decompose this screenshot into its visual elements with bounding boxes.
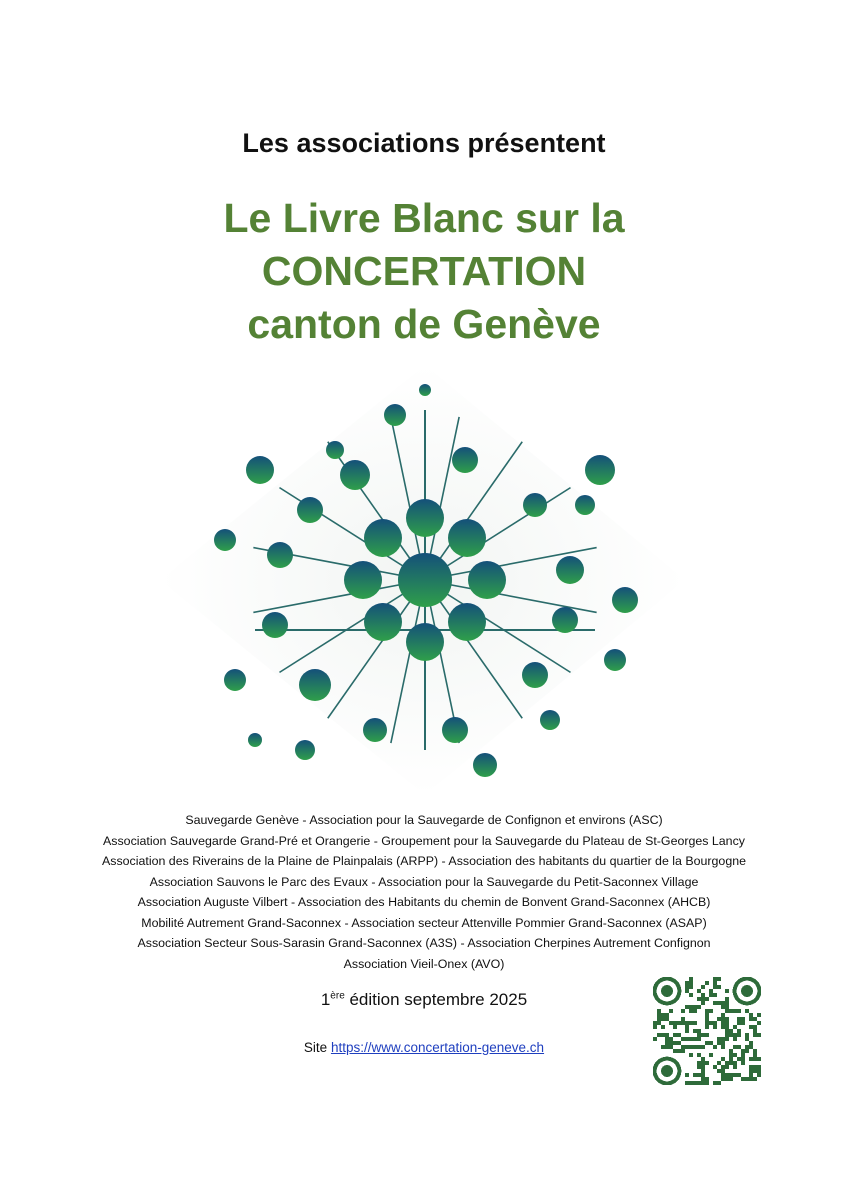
qr-module [677,1033,681,1037]
qr-module [701,1061,705,1065]
qr-module [685,1029,689,1033]
network-node [473,753,497,777]
network-node [364,603,402,641]
qr-module [721,1069,725,1073]
qr-module [681,1045,685,1049]
association-line: Association Auguste Vilbert - Association des Habitants du chemin de Bonvent Grand-Saconnex (AHCB) [137,895,711,909]
qr-module [657,1017,661,1021]
qr-module [697,1033,701,1037]
qr-module [701,1073,705,1077]
qr-code [653,977,761,1085]
qr-module [705,1017,709,1021]
association-line: Association Secteur Sous-Sarasin Grand-Saconnex (A3S) - Association Cherpines Autrement Confignon [137,936,711,950]
qr-module [697,1061,701,1065]
network-node [248,733,262,747]
qr-module [681,1021,685,1025]
qr-module [733,1009,737,1013]
network-node [540,710,560,730]
qr-module [689,985,693,989]
qr-module [701,1057,705,1061]
qr-module [717,1069,721,1073]
qr-module [749,1041,753,1045]
qr-module [713,1081,717,1085]
qr-module [677,1041,681,1045]
qr-module [685,981,689,985]
qr-module [697,1073,701,1077]
qr-module [689,1021,693,1025]
qr-module [757,1033,761,1037]
qr-module [673,1025,677,1029]
network-node [363,718,387,742]
qr-module [717,985,721,989]
qr-module [709,1021,713,1025]
qr-module [701,1001,705,1005]
qr-module [713,1001,717,1005]
qr-finder-center [661,1065,673,1077]
qr-module [697,1037,701,1041]
qr-module [685,1025,689,1029]
edition-text: édition septembre 2025 [344,990,528,1009]
qr-module [741,1077,745,1081]
qr-module [749,1073,753,1077]
qr-module [697,1029,701,1033]
qr-module [701,993,705,997]
qr-module [689,981,693,985]
qr-module [705,1033,709,1037]
qr-module [721,1001,725,1005]
association-line: Mobilité Autrement Grand-Saconnex - Association secteur Attenville Pommier Grand-Saconnex (ASAP) [141,915,707,930]
network-node [448,519,486,557]
qr-module [733,1065,737,1069]
qr-module [705,997,709,1001]
qr-module [729,1033,733,1037]
qr-module [757,1057,761,1061]
qr-module [725,1037,729,1041]
network-node [448,603,486,641]
qr-module [737,1073,741,1077]
qr-module [685,1073,689,1077]
qr-module [733,1073,737,1077]
network-node [585,455,615,485]
qr-module [657,1033,661,1037]
qr-module [721,1045,725,1049]
qr-module [737,1017,741,1021]
network-node [295,740,315,760]
association-line: Association Vieil-Onex (AVO) [343,956,505,971]
qr-module [681,1049,685,1053]
qr-module [721,1073,725,1077]
qr-module [725,1005,729,1009]
qr-module [685,989,689,993]
qr-module [737,1021,741,1025]
network-logo-illustration [150,355,695,800]
qr-module [665,1033,669,1037]
qr-module [749,1065,753,1069]
qr-module [725,1025,729,1029]
qr-module [725,997,729,1001]
network-node [575,495,595,515]
qr-module [721,1021,725,1025]
network-node [299,669,331,701]
qr-module [661,1025,665,1029]
qr-module [741,1017,745,1021]
qr-module [657,1021,661,1025]
qr-module [749,1057,753,1061]
qr-module [713,1025,717,1029]
qr-module [701,1045,705,1049]
qr-module [717,1061,721,1065]
associations-list [0,810,848,974]
qr-module [705,1025,709,1029]
qr-module [653,1025,657,1029]
network-node [326,441,344,459]
qr-module [689,1053,693,1057]
qr-module [757,1013,761,1017]
qr-module [693,1005,697,1009]
qr-finder-center [741,985,753,997]
qr-module [717,1017,721,1021]
qr-module [741,1021,745,1025]
qr-module [733,1025,737,1029]
site-link[interactable]: https://www.concertation-geneve.ch [330,1040,545,1055]
qr-module [737,1009,741,1013]
qr-module [713,985,717,989]
qr-module [733,1045,737,1049]
qr-module [749,1045,753,1049]
qr-module [701,1069,705,1073]
qr-module [757,1021,761,1025]
network-node [442,717,468,743]
qr-module [657,1009,661,1013]
qr-module [685,1037,689,1041]
qr-module [709,1009,713,1013]
qr-module [693,1009,697,1013]
edition-superscript: ère [330,990,345,1002]
qr-module [689,1005,693,1009]
qr-module [721,1057,725,1061]
qr-module [689,993,693,997]
qr-module [717,1001,721,1005]
qr-module [685,985,689,989]
qr-module [733,1061,737,1065]
association-line: Association Sauvegarde Grand-Pré et Orangerie - Groupement pour la Sauvegarde du Plateau de St-Georges Lancy [103,833,745,848]
qr-module [709,1041,713,1045]
qr-module [697,1005,701,1009]
qr-module [729,1053,733,1057]
qr-module [725,1021,729,1025]
qr-module [753,1077,757,1081]
qr-module [697,1081,701,1085]
qr-module [725,1065,729,1069]
qr-module [705,1077,709,1081]
qr-module [741,1061,745,1065]
qr-module [745,1077,749,1081]
qr-module [661,1033,665,1037]
qr-module [737,1033,741,1037]
qr-module [753,1017,757,1021]
network-node [604,649,626,671]
qr-module [749,1013,753,1017]
qr-module [717,1037,721,1041]
qr-module [693,1073,697,1077]
qr-module [665,1045,669,1049]
qr-module [669,1045,673,1049]
qr-module [753,1057,757,1061]
qr-module [729,1073,733,1077]
qr-module [701,1077,705,1081]
qr-module [725,1033,729,1037]
qr-module [717,977,721,981]
qr-module [705,1081,709,1085]
network-node [523,493,547,517]
qr-module [721,1017,725,1021]
network-node [224,669,246,691]
qr-module [733,1037,737,1041]
qr-module [749,1077,753,1081]
qr-module [673,1041,677,1045]
network-node [452,447,478,473]
qr-module [753,1025,757,1029]
qr-module [657,1013,661,1017]
qr-module [701,1033,705,1037]
network-node [267,542,293,568]
qr-module [713,1045,717,1049]
qr-module [725,1029,729,1033]
qr-module [729,1029,733,1033]
qr-module [729,1077,733,1081]
qr-module [677,1021,681,1025]
qr-module [701,997,705,1001]
qr-module [729,1049,733,1053]
qr-module [689,1009,693,1013]
qr-module [653,1021,657,1025]
qr-module [661,1017,665,1021]
qr-module [753,1065,757,1069]
qr-module [665,1041,669,1045]
qr-module [713,993,717,997]
qr-module [677,1049,681,1053]
qr-module [669,1041,673,1045]
qr-module [681,1017,685,1021]
qr-module [729,1057,733,1061]
qr-module [745,1045,749,1049]
qr-module [757,1073,761,1077]
network-node [552,607,578,633]
qr-module [685,1045,689,1049]
qr-module [749,1025,753,1029]
document-title [0,192,848,351]
qr-module [709,989,713,993]
qr-module [665,1017,669,1021]
qr-module [673,1049,677,1053]
qr-module [689,1045,693,1049]
qr-module [733,1033,737,1037]
qr-module [753,1033,757,1037]
qr-module [749,1017,753,1021]
qr-module [685,1021,689,1025]
qr-module [681,1009,685,1013]
qr-module [693,1081,697,1085]
network-node [297,497,323,523]
network-node [419,384,431,396]
qr-module [725,1073,729,1077]
qr-module [737,1057,741,1061]
qr-module [745,1037,749,1041]
qr-module [693,1045,697,1049]
qr-module [753,1069,757,1073]
qr-module [681,1037,685,1041]
qr-module [745,1049,749,1053]
qr-module [729,1009,733,1013]
qr-module [749,1069,753,1073]
qr-module [713,1065,717,1069]
network-node [398,553,452,607]
qr-module [725,989,729,993]
qr-module [725,1077,729,1081]
network-node [344,561,382,599]
qr-module [733,1053,737,1057]
network-node [522,662,548,688]
qr-module [705,1013,709,1017]
qr-module [685,1081,689,1085]
network-node [340,460,370,490]
qr-finder-center [661,985,673,997]
qr-module [713,981,717,985]
qr-module [741,1053,745,1057]
qr-module [693,1037,697,1041]
network-node [262,612,288,638]
qr-module [701,985,705,989]
network-node [364,519,402,557]
qr-module [729,1061,733,1065]
qr-module [705,1041,709,1045]
intro-heading: Les associations présentent [242,128,606,158]
network-node [612,587,638,613]
qr-module [745,1009,749,1013]
network-node [214,529,236,551]
qr-module [725,1009,729,1013]
qr-module [741,1049,745,1053]
site-label: Site [303,1040,331,1055]
network-node [406,623,444,661]
qr-module [737,1045,741,1049]
association-line: Association Sauvons le Parc des Evaux - Association pour la Sauvegarde du Petit-Saconnex Village [149,874,699,889]
network-node [246,456,274,484]
qr-module [721,1013,725,1017]
qr-module [705,1061,709,1065]
qr-module [705,1009,709,1013]
qr-module [697,997,701,1001]
qr-module [737,1029,741,1033]
qr-module [661,1045,665,1049]
qr-module [669,1021,673,1025]
qr-module [757,1065,761,1069]
qr-module [693,1021,697,1025]
qr-module [689,977,693,981]
qr-module [713,977,717,981]
title-line-2: CONCERTATION [261,248,587,294]
qr-module [689,1081,693,1085]
qr-module [689,1037,693,1041]
qr-module [713,1021,717,1025]
title-line-3: canton de Genève [247,301,601,347]
qr-module [745,1033,749,1037]
qr-module [665,1013,669,1017]
qr-module [721,1077,725,1081]
association-line: Association des Riverains de la Plaine de Plainpalais (ARPP) - Association des habitants du quartier de la Bourgogne [102,854,746,868]
qr-module [701,1081,705,1085]
network-node [406,499,444,537]
qr-module [725,1001,729,1005]
network-node [384,404,406,426]
qr-module [721,1025,725,1029]
qr-module [741,1057,745,1061]
qr-module [725,1061,729,1065]
qr-module [721,1065,725,1069]
qr-module [673,1033,677,1037]
qr-module [673,1021,677,1025]
network-node [468,561,506,599]
qr-module [721,1005,725,1009]
qr-module [701,1065,705,1069]
qr-module [753,1053,757,1057]
qr-module [697,989,701,993]
qr-module [653,1037,657,1041]
edition-number: 1 [320,990,331,1009]
title-line-1: Le Livre Blanc sur la [223,195,625,241]
network-node [556,556,584,584]
qr-module [705,981,709,985]
qr-module [721,1041,725,1045]
qr-module [693,1029,697,1033]
qr-module [697,1053,701,1057]
qr-module [725,1017,729,1021]
qr-module [753,1049,757,1053]
qr-module [709,993,713,997]
association-line: Sauvegarde Genève - Association pour la Sauvegarde de Confignon et environs (ASC) [185,813,663,827]
qr-module [757,1069,761,1073]
qr-module [697,1045,701,1049]
qr-module [669,1037,673,1041]
qr-module [717,1041,721,1045]
qr-module [717,1081,721,1085]
qr-module [721,1037,725,1041]
qr-module [669,1009,673,1013]
qr-module [685,1005,689,1009]
qr-module [665,1037,669,1041]
qr-module [753,1029,757,1033]
qr-module [697,1065,701,1069]
qr-module [709,1053,713,1057]
qr-module [705,1021,709,1025]
qr-module [661,1013,665,1017]
